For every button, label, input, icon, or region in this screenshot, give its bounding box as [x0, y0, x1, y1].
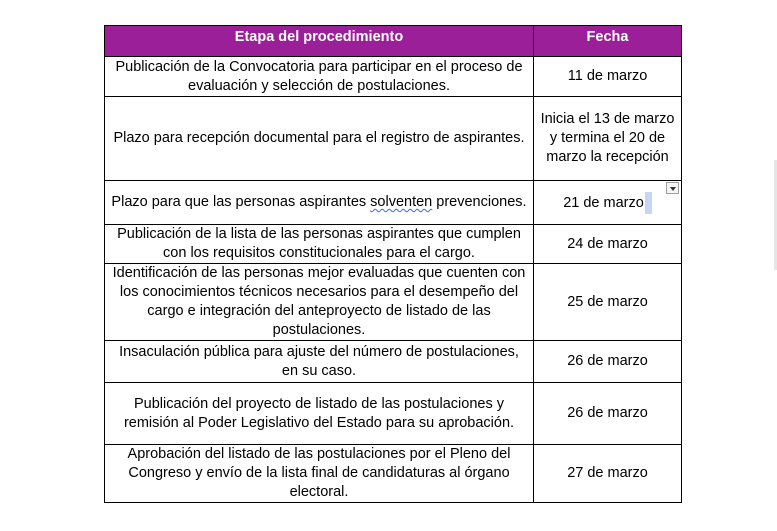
date-cell: 26 de marzo: [534, 383, 682, 445]
stage-cell: Identificación de las personas mejor evaluadas que cuenten con los conocimientos técnicos necesarios para el desempeño del cargo e integración del anteproyecto de listado de las postulaciones.: [105, 264, 534, 341]
spellcheck-flagged-word[interactable]: solventen: [370, 194, 433, 210]
date-cell: 24 de marzo: [534, 225, 682, 264]
table-row: [105, 341, 682, 383]
date-cell: 11 de marzo: [534, 57, 682, 97]
table-row: [105, 225, 682, 264]
stage-cell: Publicación de la lista de las personas aspirantes que cumplen con los requisitos constitucionales para el cargo.: [105, 225, 534, 264]
date-cell: 26 de marzo: [534, 341, 682, 383]
stage-cell: Aprobación del listado de las postulaciones por el Pleno del Congreso y envío de la lista final de candidaturas al órgano electoral.: [105, 445, 534, 503]
table-row: [105, 97, 682, 181]
table-row: [105, 264, 682, 341]
stage-cell: Publicación del proyecto de listado de las postulaciones y remisión al Poder Legislativo del Estado para su aprobación.: [105, 383, 534, 445]
date-cell: 27 de marzo: [534, 445, 682, 503]
chevron-down-icon[interactable]: [666, 182, 679, 194]
date-cell: 25 de marzo: [534, 264, 682, 341]
text-cursor-selection: [645, 192, 652, 214]
stage-text-before: Plazo para que las personas aspirantes: [111, 194, 371, 210]
table-header-row: [105, 26, 682, 57]
table-row: [105, 57, 682, 97]
date-cell-selected[interactable]: [534, 181, 682, 225]
stage-cell: Insaculación pública para ajuste del número de postulaciones, en su caso.: [105, 341, 534, 383]
date-cell: Inicia el 13 de marzo y termina el 20 de marzo la recepción: [534, 97, 682, 181]
stage-text-after: prevenciones.: [432, 194, 527, 210]
table-row: [105, 445, 682, 503]
table-row: [105, 181, 682, 225]
date-text: 21 de marzo: [563, 194, 644, 211]
table-row: [105, 383, 682, 445]
stage-cell: Plazo para recepción documental para el registro de aspirantes.: [105, 97, 534, 181]
stage-cell: Publicación de la Convocatoria para participar en el proceso de evaluación y selección de postulaciones.: [105, 57, 534, 97]
header-stage: Etapa del procedimiento: [105, 26, 534, 57]
procedure-table: [104, 25, 682, 503]
header-date: Fecha: [534, 26, 682, 57]
stage-cell: [105, 181, 534, 225]
